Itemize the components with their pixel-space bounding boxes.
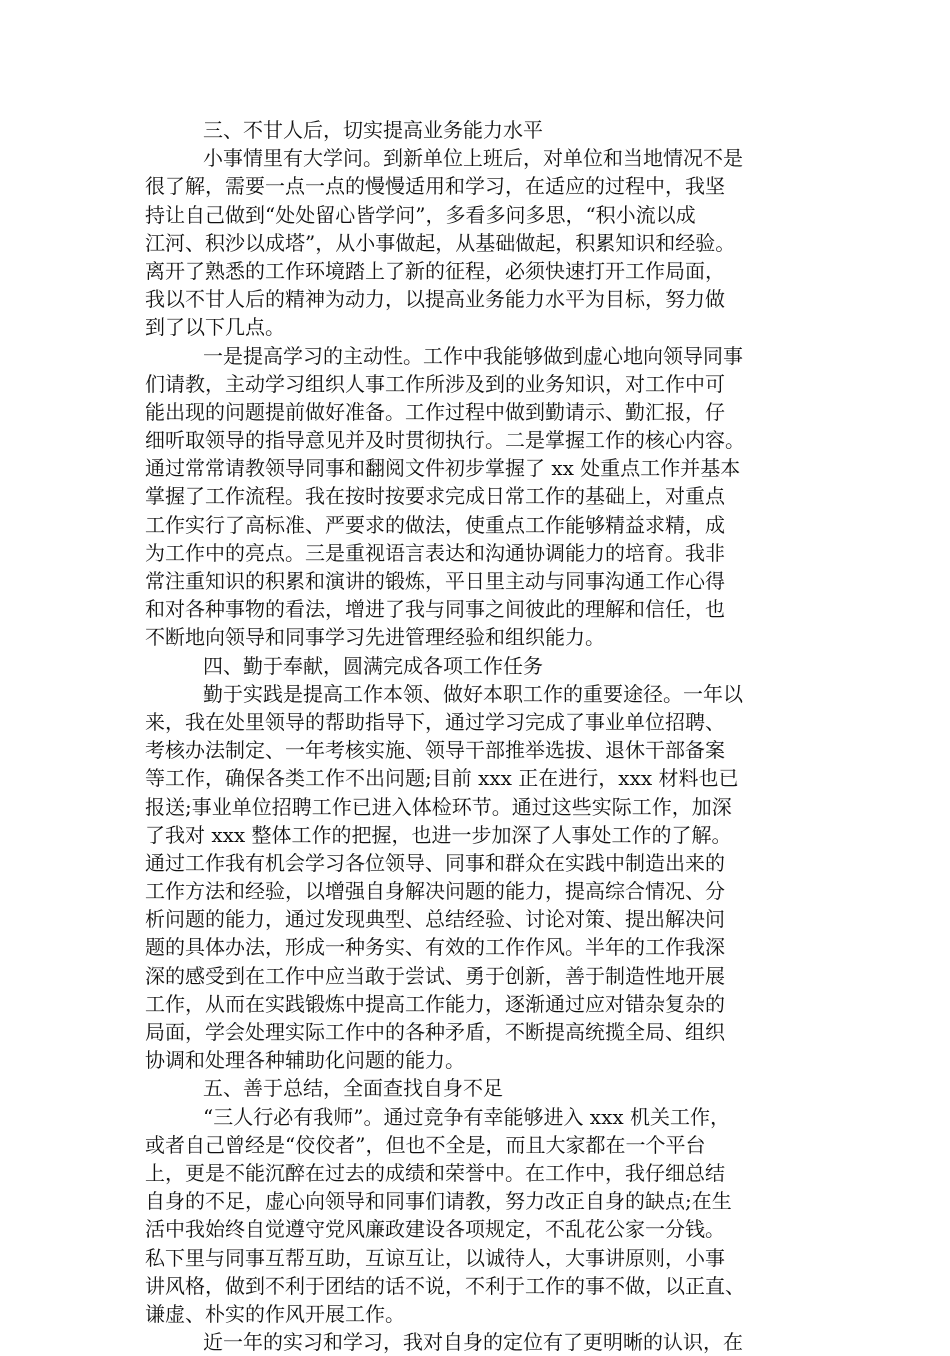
text-line: 自身的不足，虚心向领导和同事们请教，努力改正自身的缺点;在生	[145, 1189, 732, 1214]
text-line: 讲风格，做到不利于团结的话不说，不利于工作的事不做，以正直、	[145, 1273, 745, 1298]
text-line: 四、勤于奉献，圆满完成各项工作任务	[203, 653, 543, 678]
text-line: 析问题的能力，通过发现典型、总结经验、讨论对策、提出解决问	[145, 907, 725, 932]
text-line: 一是提高学习的主动性。工作中我能够做到虚心地向领导同事	[203, 343, 743, 368]
text-line: 细听取领导的指导意见并及时贯彻执行。二是掌握工作的核心内容。	[145, 428, 745, 453]
text-line: 考核办法制定、一年考核实施、领导干部推举选拔、退休干部备案	[145, 738, 725, 763]
text-line: 近一年的实习和学习，我对自身的定位有了更明晰的认识，在	[203, 1330, 743, 1355]
text-line: 谦虚、朴实的作风开展工作。	[145, 1301, 405, 1326]
text-line: 为工作中的亮点。三是重视语言表达和沟通协调能力的培育。我非	[145, 540, 725, 565]
text-line: 报送;事业单位招聘工作已进入体检环节。通过这些实际工作，加深	[145, 794, 732, 819]
text-line: 上，更是不能沉醉在过去的成绩和荣誉中。在工作中，我仔细总结	[145, 1160, 725, 1185]
text-line: 来，我在处里领导的帮助指导下，通过学习完成了事业单位招聘、	[145, 709, 725, 734]
document-body	[145, 116, 835, 1356]
text-line: 持让自己做到“处处留心皆学问”，多看多问多思，“积小流以成	[145, 202, 696, 227]
text-line: 协调和处理各种辅助化问题的能力。	[145, 1048, 465, 1073]
text-line: 到了以下几点。	[145, 315, 285, 340]
text-line: 们请教，主动学习组织人事工作所涉及到的业务知识，对工作中可	[145, 371, 725, 396]
text-line: 私下里与同事互帮互助，互谅互让，以诚待人，大事讲原则，小事	[145, 1245, 725, 1270]
text-line: 不断地向领导和同事学习先进管理经验和组织能力。	[145, 625, 605, 650]
text-line: 局面，学会处理实际工作中的各种矛盾，不断提高统揽全局、组织	[145, 1020, 725, 1044]
text-line: 和对各种事物的看法，增进了我与同事之间彼此的理解和信任，也	[145, 597, 725, 622]
text-line: 能出现的问题提前做好准备。工作过程中做到勤请示、勤汇报，仔	[145, 399, 725, 424]
text-line: 或者自己曾经是“佼佼者”，但也不全是，而且大家都在一个平台	[145, 1132, 706, 1157]
text-line: 了我对 xxx 整体工作的把握，也进一步加深了人事处工作的了解。	[145, 822, 732, 847]
text-line: 我以不甘人后的精神为动力，以提高业务能力水平为目标，努力做	[145, 287, 725, 312]
text-line: 通过工作我有机会学习各位领导、同事和群众在实践中制造出来的	[145, 850, 725, 875]
text-line: 等工作，确保各类工作不出问题;目前 xxx 正在进行，xxx 材料也已	[145, 766, 739, 791]
text-line: 常注重知识的积累和演讲的锻炼，平日里主动与同事沟通工作心得	[145, 569, 725, 593]
text-line: 通过常常请教领导同事和翻阅文件初步掌握了 xx 处重点工作并基本	[145, 456, 741, 481]
text-line: 活中我始终自觉遵守党风廉政建设各项规定，不乱花公家一分钱。	[145, 1217, 725, 1242]
text-line: 小事情里有大学问。到新单位上班后，对单位和当地情况不是	[203, 146, 743, 171]
text-line: 工作实行了高标准、严要求的做法，使重点工作能够精益求精，成	[145, 512, 725, 537]
text-line: 三、不甘人后，切实提高业务能力水平	[203, 118, 543, 142]
text-line: “三人行必有我师”。通过竞争有幸能够进入 xxx 机关工作，	[203, 1104, 731, 1129]
text-line: 很了解，需要一点一点的慢慢适用和学习，在适应的过程中，我坚	[145, 174, 725, 199]
text-line: 工作方法和经验，以增强自身解决问题的能力，提高综合情况、分	[145, 879, 725, 904]
text-line: 离开了熟悉的工作环境踏上了新的征程，必须快速打开工作局面，	[145, 258, 725, 283]
text-line: 深的感受到在工作中应当敢于尝试、勇于创新，善于制造性地开展	[145, 963, 725, 988]
text-line: 题的具体办法，形成一种务实、有效的工作作风。半年的工作我深	[145, 935, 725, 960]
text-line: 掌握了工作流程。我在按时按要求完成日常工作的基础上，对重点	[145, 484, 725, 509]
text-line: 工作，从而在实践锻炼中提高工作能力，逐渐通过应对错杂复杂的	[145, 991, 725, 1016]
text-line: 五、善于总结，全面查找自身不足	[203, 1076, 503, 1101]
text-line: 江河、积沙以成塔”，从小事做起，从基础做起，积累知识和经验。	[145, 230, 736, 255]
text-line: 勤于实践是提高工作本领、做好本职工作的重要途径。一年以	[203, 681, 743, 706]
